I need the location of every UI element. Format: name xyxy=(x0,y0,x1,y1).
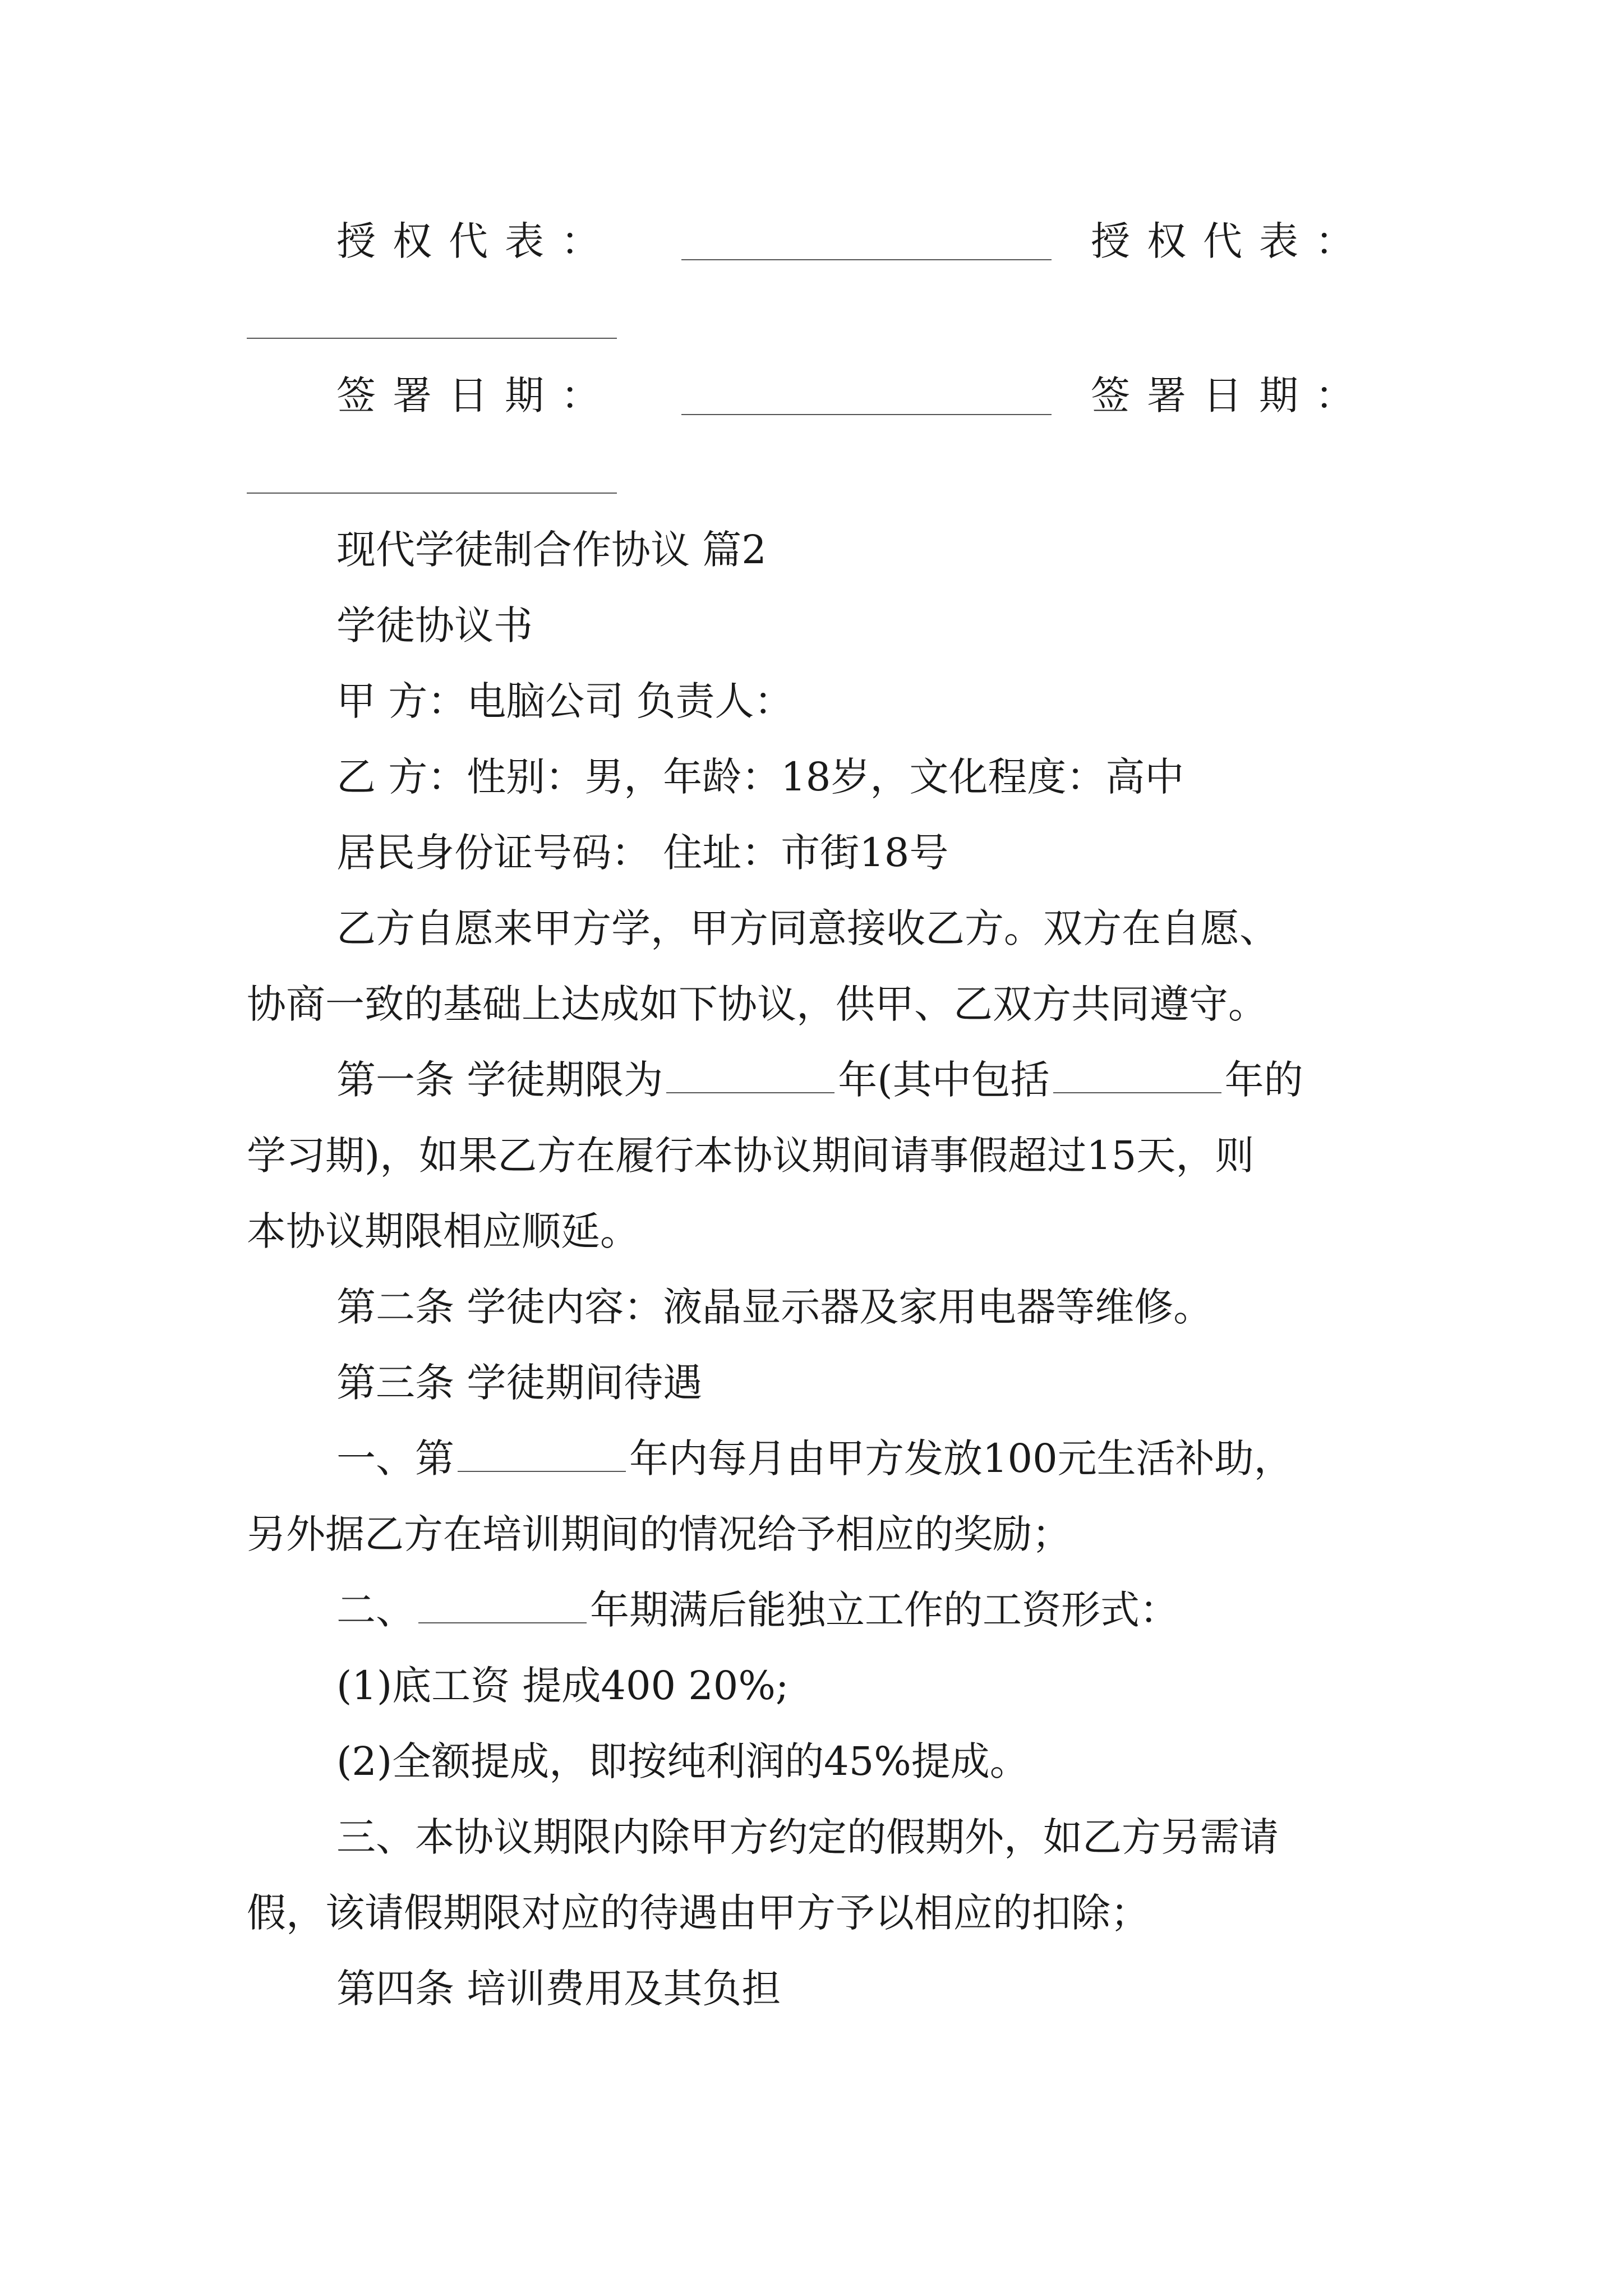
auth-rep-label-right: 授权代表： xyxy=(1091,218,1371,264)
item-2-text-a: 二、 xyxy=(336,1587,415,1633)
item-1-text-a: 一、第 xyxy=(336,1435,454,1481)
sign-date-label-right: 签署日期： xyxy=(1091,372,1371,418)
party-b-value: 性别：男，年龄：18岁，文化程度：高中 xyxy=(467,754,1184,800)
article-1-blank-years xyxy=(666,1057,834,1093)
article-1-line-3: 本协议期限相应顺延。 xyxy=(247,1208,639,1254)
item-1-blank-year xyxy=(458,1436,626,1472)
party-a-line xyxy=(336,676,1492,726)
sign-date-blank-right xyxy=(247,493,617,494)
article-4-heading: 第四条 培训费用及其负担 xyxy=(336,1966,781,2012)
item-1-line-1 xyxy=(336,1433,1492,1484)
party-a-value: 电脑公司 负责人： xyxy=(467,678,794,724)
item-1-line-2: 另外据乙方在培训期间的情况给予相应的奖励； xyxy=(247,1511,1071,1557)
article-1-text-c: 年的 xyxy=(1224,1057,1303,1103)
intro-line-2: 协商一致的基础上达成如下协议，供甲、乙双方共同遵守。 xyxy=(247,981,1267,1027)
auth-rep-right-row xyxy=(1091,216,1405,266)
sub-item-1: (1)底工资 提成400 20%; xyxy=(336,1663,789,1709)
item-2-blank-year xyxy=(418,1588,587,1623)
article-1-text-a: 第一条 学徒期限为 xyxy=(336,1057,663,1103)
item-1-text-b: 年内每月由甲方发放100元生活补助， xyxy=(629,1435,1293,1481)
article-1-line-1 xyxy=(336,1055,1492,1105)
article-1-line-2: 学习期)，如果乙方在履行本协议期间请事假超过15天，则 xyxy=(247,1133,1255,1179)
sign-date-blank-left xyxy=(681,414,1052,415)
auth-rep-label-left: 授权代表： xyxy=(336,218,617,264)
item-3-line-1: 三、本协议期限内除甲方约定的假期外，如乙方另需请 xyxy=(336,1814,1279,1860)
item-3-line-2: 假，该请假期限对应的待遇由甲方予以相应的扣除； xyxy=(247,1890,1150,1936)
article-3-heading: 第三条 学徒期间待遇 xyxy=(336,1360,703,1406)
auth-rep-blank-right xyxy=(247,338,617,339)
item-2-line xyxy=(336,1585,1492,1635)
party-b-line xyxy=(336,752,1492,802)
article-1-text-b: 年(其中包括 xyxy=(838,1057,1050,1103)
article-2: 第二条 学徒内容：液晶显示器及家用电器等维修。 xyxy=(336,1284,1213,1330)
item-2-text-b: 年期满后能独立工作的工资形式： xyxy=(590,1587,1179,1633)
sign-date-right-row xyxy=(1091,370,1405,421)
sub-item-2: (2)全额提成，即按纯利润的45%提成。 xyxy=(336,1738,1029,1784)
auth-rep-blank-left xyxy=(681,259,1052,260)
party-b-label: 乙 方： xyxy=(336,754,467,800)
party-a-label: 甲 方： xyxy=(336,678,467,724)
intro-line-1: 乙方自愿来甲方学，甲方同意接收乙方。双方在自愿、 xyxy=(336,905,1279,951)
doc-title: 学徒协议书 xyxy=(336,602,533,648)
id-address-line: 居民身份证号码： 住址：市街18号 xyxy=(336,830,949,876)
sign-date-label-left: 签署日期： xyxy=(336,372,617,418)
article-1-blank-study-years xyxy=(1053,1057,1221,1093)
section-title: 现代学徒制合作协议 篇2 xyxy=(336,527,767,573)
